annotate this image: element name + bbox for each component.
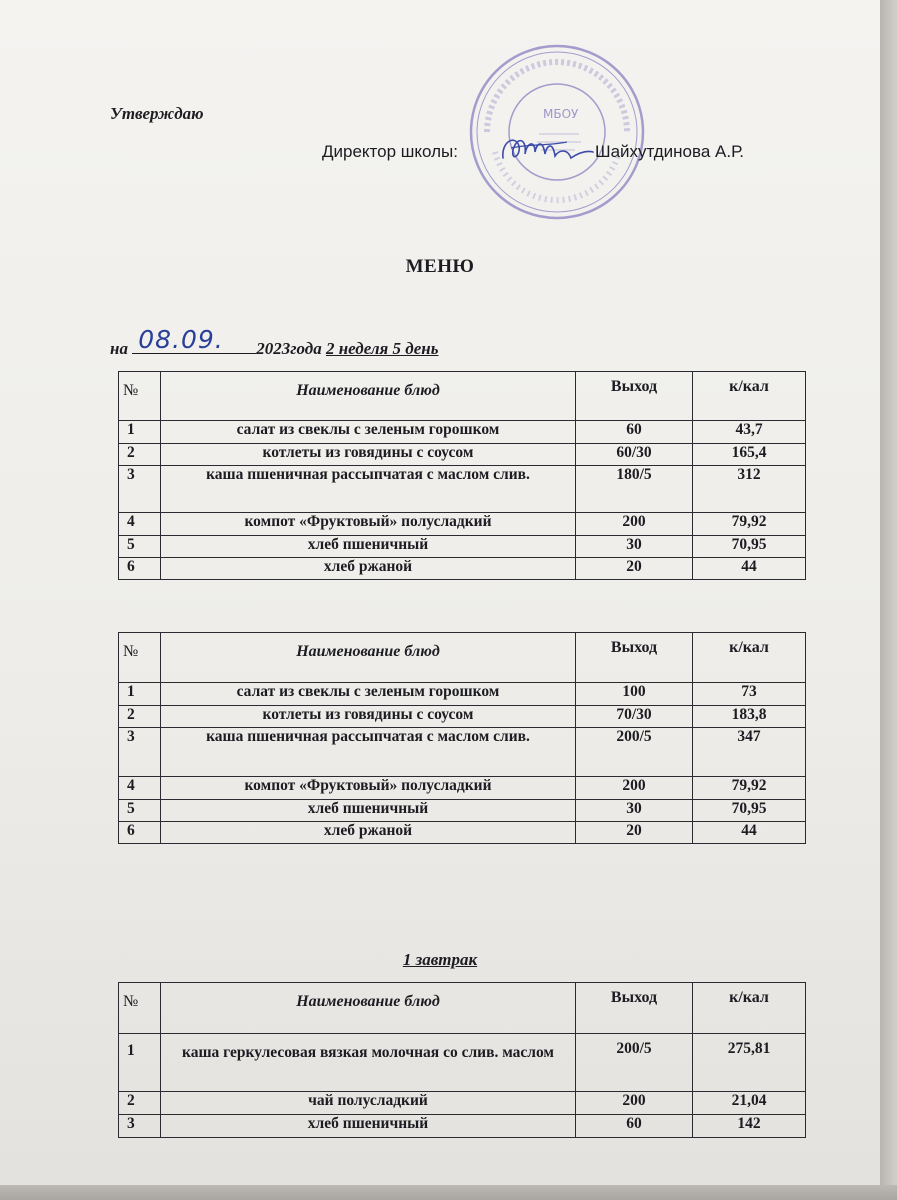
table-row <box>119 706 806 728</box>
row-num: 6 <box>119 558 161 580</box>
menu-table-2 <box>118 632 806 844</box>
table-row <box>119 444 806 466</box>
col-name: Наименование блюд <box>161 372 576 421</box>
row-out: 180/5 <box>576 466 693 513</box>
row-out: 100 <box>576 683 693 706</box>
row-name: каша пшеничная рассыпчатая с маслом слив. <box>161 728 576 777</box>
director-signature <box>497 128 597 172</box>
col-num: № <box>119 633 161 683</box>
table-header-row <box>119 372 806 421</box>
row-name: чай полусладкий <box>161 1092 576 1115</box>
row-out: 200 <box>576 777 693 800</box>
row-kcal: 142 <box>693 1115 806 1138</box>
row-out: 70/30 <box>576 706 693 728</box>
row-name: хлеб ржаной <box>161 822 576 844</box>
row-kcal: 73 <box>693 683 806 706</box>
menu-table-1 <box>118 371 806 580</box>
col-name: Наименование блюд <box>161 983 576 1034</box>
row-name: каша геркулесовая вязкая молочная со слив. маслом <box>161 1034 576 1092</box>
binder-edge <box>880 0 897 1200</box>
row-name: компот «Фруктовый» полусладкий <box>161 513 576 536</box>
page-title: МЕНЮ <box>405 256 475 277</box>
col-out: Выход <box>576 372 693 421</box>
row-kcal: 44 <box>693 822 806 844</box>
row-name: хлеб пшеничный <box>161 800 576 822</box>
row-num: 5 <box>119 536 161 558</box>
table-row <box>119 800 806 822</box>
row-num: 4 <box>119 513 161 536</box>
row-out: 20 <box>576 822 693 844</box>
row-name: котлеты из говядины с соусом <box>161 706 576 728</box>
stamp-text: МБОУ <box>543 107 579 121</box>
row-out: 200/5 <box>576 1034 693 1092</box>
row-out: 60 <box>576 1115 693 1138</box>
table-row <box>119 466 806 513</box>
row-num: 2 <box>119 1092 161 1115</box>
col-num: № <box>119 372 161 421</box>
menu-table-3 <box>118 982 806 1138</box>
desk-edge <box>0 1185 897 1200</box>
section-title-breakfast: 1 завтрак <box>402 950 478 969</box>
col-kcal: к/кал <box>693 983 806 1034</box>
row-name: хлеб пшеничный <box>161 1115 576 1138</box>
row-kcal: 347 <box>693 728 806 777</box>
col-kcal: к/кал <box>693 633 806 683</box>
row-num: 2 <box>119 706 161 728</box>
table-row <box>119 777 806 800</box>
row-kcal: 312 <box>693 466 806 513</box>
row-num: 3 <box>119 1115 161 1138</box>
table-row <box>119 822 806 844</box>
table-row <box>119 728 806 777</box>
row-name: хлеб ржаной <box>161 558 576 580</box>
director-name: Шайхутдинова А.Р. <box>595 142 744 161</box>
approve-label: Утверждаю <box>110 104 204 123</box>
week-day: 2 неделя 5 день <box>325 339 439 358</box>
table-header-row <box>119 983 806 1034</box>
row-out: 200 <box>576 1092 693 1115</box>
table-row <box>119 536 806 558</box>
row-kcal: 275,81 <box>693 1034 806 1092</box>
col-name: Наименование блюд <box>161 633 576 683</box>
date-blank <box>132 325 256 354</box>
row-num: 3 <box>119 728 161 777</box>
row-kcal: 43,7 <box>693 421 806 444</box>
row-num: 5 <box>119 800 161 822</box>
row-num: 4 <box>119 777 161 800</box>
col-kcal: к/кал <box>693 372 806 421</box>
date-year: 2023года <box>256 339 322 358</box>
col-num: № <box>119 983 161 1034</box>
row-kcal: 70,95 <box>693 800 806 822</box>
director-label: Директор школы: <box>322 142 458 161</box>
table-row <box>119 513 806 536</box>
table-row <box>119 558 806 580</box>
row-name: хлеб пшеничный <box>161 536 576 558</box>
row-name: салат из свеклы с зеленым горошком <box>161 421 576 444</box>
row-kcal: 183,8 <box>693 706 806 728</box>
row-num: 2 <box>119 444 161 466</box>
col-out: Выход <box>576 983 693 1034</box>
table-header-row <box>119 633 806 683</box>
row-name: котлеты из говядины с соусом <box>161 444 576 466</box>
row-num: 1 <box>119 421 161 444</box>
table-row <box>119 1092 806 1115</box>
row-name: салат из свеклы с зеленым горошком <box>161 683 576 706</box>
table-row <box>119 1034 806 1092</box>
row-num: 3 <box>119 466 161 513</box>
col-out: Выход <box>576 633 693 683</box>
row-name: компот «Фруктовый» полусладкий <box>161 777 576 800</box>
date-line <box>110 325 439 359</box>
table-row <box>119 421 806 444</box>
row-kcal: 21,04 <box>693 1092 806 1115</box>
row-kcal: 165,4 <box>693 444 806 466</box>
row-kcal: 44 <box>693 558 806 580</box>
row-out: 30 <box>576 800 693 822</box>
row-out: 200/5 <box>576 728 693 777</box>
row-num: 1 <box>119 1034 161 1092</box>
row-name: каша пшеничная рассыпчатая с маслом слив. <box>161 466 576 513</box>
row-kcal: 79,92 <box>693 513 806 536</box>
date-prefix: на <box>110 339 128 358</box>
row-out: 20 <box>576 558 693 580</box>
row-kcal: 79,92 <box>693 777 806 800</box>
row-out: 60 <box>576 421 693 444</box>
table-row <box>119 1115 806 1138</box>
handwritten-date: 08.09. <box>138 325 224 354</box>
row-num: 6 <box>119 822 161 844</box>
row-out: 60/30 <box>576 444 693 466</box>
table-row <box>119 683 806 706</box>
row-kcal: 70,95 <box>693 536 806 558</box>
row-out: 30 <box>576 536 693 558</box>
row-out: 200 <box>576 513 693 536</box>
row-num: 1 <box>119 683 161 706</box>
